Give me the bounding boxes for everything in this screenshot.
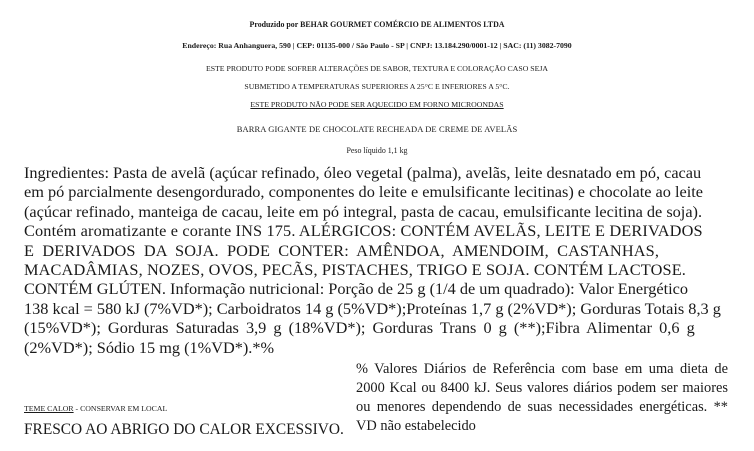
producer-line: Produzido por BEHAR GOURMET COMÉRCIO DE ALIMENTOS LTDA	[249, 20, 505, 29]
ingredients-nutrition-block	[24, 163, 728, 357]
body-line: (açúcar refinado, manteiga de cacau, leite em pó integral, pasta de cacau, emulsificante lecitina de soja).	[24, 201, 703, 221]
body-line: (2%VD*); Sódio 15 mg (1%VD*).*%	[24, 337, 275, 357]
body-line: 138 kcal = 580 kJ (7%VD*); Carboidratos 14 g (5%VD*);Proteínas 1,7 g (2%VD*); Gorduras Totais 8,3 g	[24, 298, 721, 318]
body-line: Ingredientes: Pasta de avelã (açúcar refinado, óleo vegetal (palma), avelãs, leite desnatado em pó, cacau	[24, 163, 702, 182]
body-line: CONTÉM GLÚTEN. Informação nutricional: Porção de 25 g (1/4 de um quadrado): Valor Energético	[24, 279, 689, 299]
microwave-warning: ESTE PRODUTO NÃO PODE SER AQUECIDO EM FORNO MICROONDAS	[250, 100, 504, 109]
body-line: MACADÂMIAS, NOZES, OVOS, PECÃS, PISTACHES, TRIGO E SOJA. CONTÉM LACTOSE.	[24, 260, 687, 280]
storage-line-1: - CONSERVAR EM LOCAL	[73, 404, 168, 413]
heat-warning: TEME CALOR	[24, 404, 74, 413]
product-name: BARRA GIGANTE DE CHOCOLATE RECHEADA DE CREME DE AVELÃS	[236, 124, 518, 134]
net-weight: Peso líquido 1,1 kg	[346, 146, 408, 155]
body-line: E DERIVADOS DA SOJA. PODE CONTER: AMÊNDOA, AMENDOIM, CASTANHAS,	[24, 240, 660, 260]
daily-values-note: % Valores Diários de Referência com base em uma dieta de 2000 Kcal ou 8400 kJ. Seus valores diários podem ser maiores ou menores dependendo de suas necessidades energéticas. ** VD não estabelecido	[356, 361, 728, 434]
address-line: Endereço: Rua Anhanguera, 590 | CEP: 01135-000 / São Paulo - SP | CNPJ: 13.184.290/0001-12 | SAC: (11) 3082-7090	[182, 41, 572, 50]
body-line: em pó parcialmente desengordurado, componentes do leite e emulsificante lecitinas) e chocolate ao leite	[24, 182, 704, 202]
body-line: (15%VD*); Gorduras Saturadas 3,9 g (18%VD*); Gorduras Trans 0 g (**);Fibra Alimentar 0,6 g	[24, 318, 695, 338]
body-line: Contém aromatizante e corante INS 175. ALÉRGICOS: CONTÉM AVELÃS, LEITE E DERIVADOS	[24, 221, 703, 241]
storage-line-2: FRESCO AO ABRIGO DO CALOR EXCESSIVO.	[24, 421, 344, 438]
storage-instructions	[24, 398, 344, 440]
warning-line-2: SUBMETIDO A TEMPERATURAS SUPERIORES A 25°C E INFERIORES A 5°C.	[244, 82, 510, 91]
warning-line-1: ESTE PRODUTO PODE SOFRER ALTERAÇÕES DE SABOR, TEXTURA E COLORAÇÃO CASO SEJA	[205, 64, 549, 73]
